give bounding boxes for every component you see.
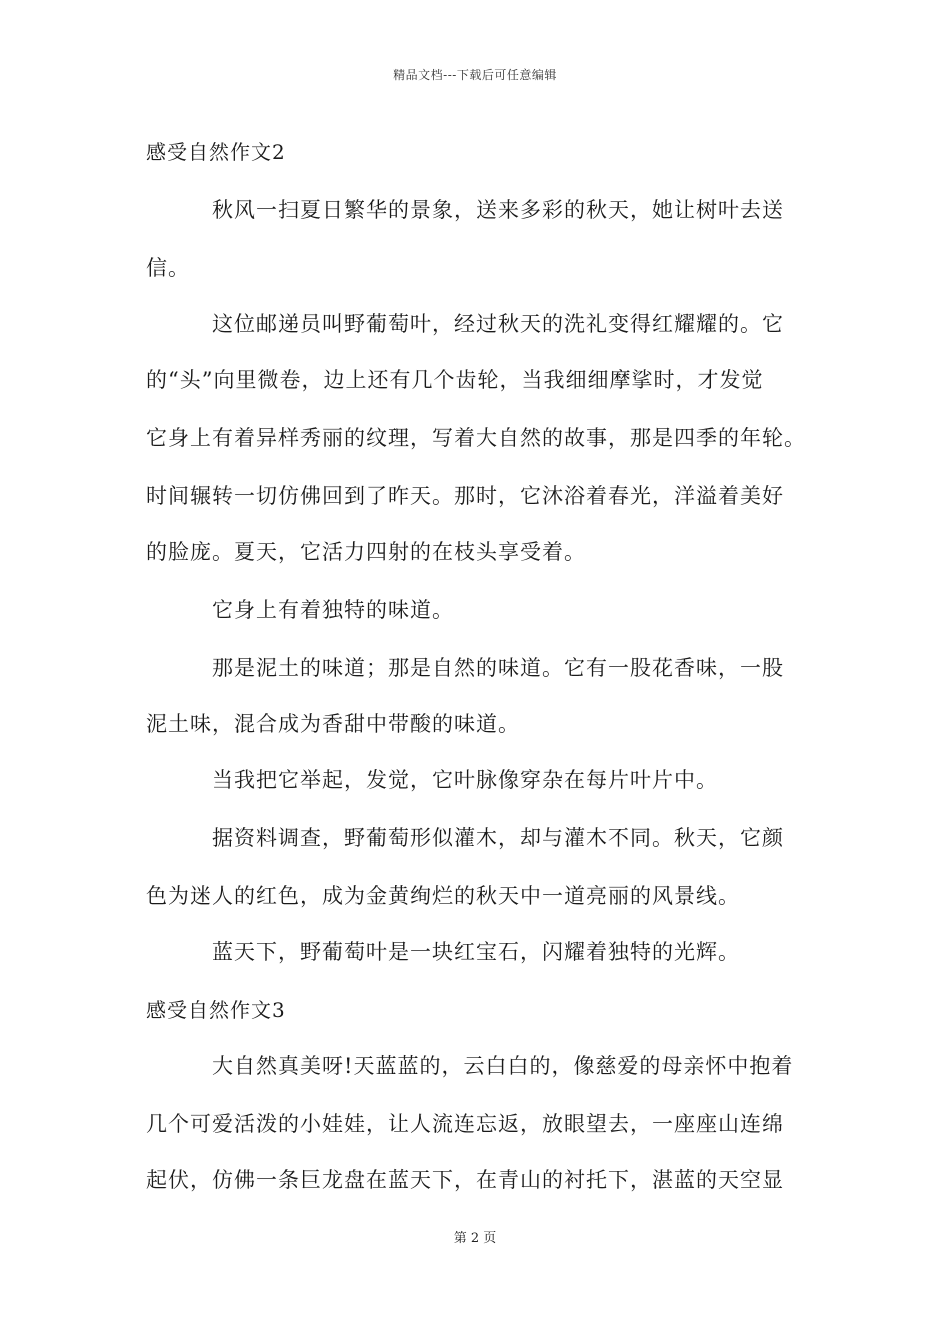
paragraph-line: 的脸庞。夏天，它活力四射的在枝头享受着。 (146, 540, 586, 564)
paragraph-line: 那是泥土的味道；那是自然的味道。它有一股花香味，一股 (212, 656, 784, 680)
paragraph-line: 的“头”向里微卷，边上还有几个齿轮，当我细细摩挲时，才发觉 (146, 368, 764, 392)
paragraph-line: 几个可爱活泼的小娃娃，让人流连忘返，放眼望去，一座座山连绵 (146, 1112, 784, 1136)
paragraph-line: 它身上有着独特的味道。 (212, 598, 454, 622)
paragraph-line: 时间辗转一切仿佛回到了昨天。那时，它沐浴着春光，洋溢着美好 (146, 484, 784, 508)
paragraph-line: 泥土味，混合成为香甜中带酸的味道。 (146, 712, 520, 736)
paragraph-line: 大自然真美呀!天蓝蓝的，云白白的，像慈爱的母亲怀中抱着 (212, 1054, 794, 1078)
paragraph-line: 当我把它举起，发觉，它叶脉像穿杂在每片叶片中。 (212, 768, 718, 792)
page-header: 精品文档---下载后可任意编辑 (393, 68, 557, 82)
paragraph-line: 这位邮递员叫野葡萄叶，经过秋天的洗礼变得红耀耀的。它 (212, 312, 784, 336)
paragraph-line: 色为迷人的红色，成为金黄绚烂的秋天中一道亮丽的风景线。 (146, 884, 740, 908)
paragraph-line: 秋风一扫夏日繁华的景象，送来多彩的秋天，她让树叶去送 (212, 198, 784, 222)
section-title: 感受自然作文2 (146, 140, 286, 164)
section-title: 感受自然作文3 (146, 998, 286, 1022)
paragraph-line: 蓝天下，野葡萄叶是一块红宝石，闪耀着独特的光辉。 (212, 940, 740, 964)
page-number: 第 2 页 (453, 1231, 497, 1246)
paragraph-line: 它身上有着异样秀丽的纹理，写着大自然的故事，那是四季的年轮。 (146, 426, 806, 450)
paragraph-line: 据资料调查，野葡萄形似灌木，却与灌木不同。秋天，它颜 (212, 826, 784, 850)
paragraph-line: 起伏，仿佛一条巨龙盘在蓝天下，在青山的衬托下，湛蓝的天空显 (146, 1168, 784, 1192)
paragraph-line: 信。 (146, 256, 190, 280)
